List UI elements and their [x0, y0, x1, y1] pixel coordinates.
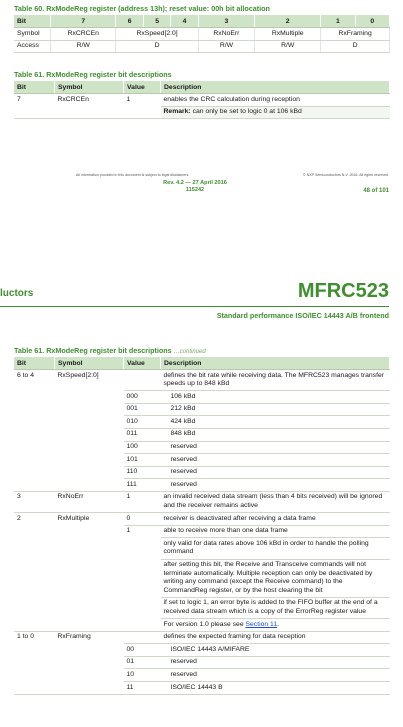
- table60-cell: 7: [51, 15, 116, 28]
- description-cell: defines the bit rate while receiving data. The MFRC523 manages transfer speeds up to 848 kBd: [161, 370, 390, 391]
- value-cell: 111: [124, 479, 161, 492]
- table61-header-row: [14, 357, 390, 370]
- table61-header-row: [14, 81, 390, 94]
- remark-text: can only be set to logic 0 at 106 kBd: [190, 108, 302, 116]
- table-row: [14, 370, 390, 391]
- table60-cell: RxCRCEn: [51, 28, 116, 41]
- value-cell: 01: [124, 656, 161, 669]
- description-cell: ISO/IEC 14443 B: [161, 682, 390, 695]
- table60-cell: 2: [255, 15, 321, 28]
- description-cell: defines the expected framing for data reception: [161, 631, 390, 644]
- section-11-link[interactable]: Section 11: [245, 620, 278, 628]
- product-subtitle: Standard performance ISO/IEC 14443 A/B frontend: [216, 311, 389, 320]
- page-header-left: luctors: [0, 288, 34, 299]
- value-cell: 00: [124, 644, 161, 657]
- table61-header-cell: Description: [161, 357, 390, 370]
- table60-cell: RxSpeed[2:0]: [116, 28, 198, 41]
- description-cell: reserved: [161, 669, 390, 682]
- table60-cell: Bit: [14, 15, 51, 28]
- table60-access-row: [14, 40, 390, 53]
- legal-disclaimer: All information provided in this document is subject to legal disclaimers.: [76, 173, 190, 177]
- bit-cell: 3: [14, 491, 55, 512]
- table60-cell: RxNoErr: [198, 28, 254, 41]
- table-row: [14, 631, 390, 644]
- value-cell: 110: [124, 466, 161, 479]
- table60-caption: Table 60. RxModeReg register (address 13h); reset value: 00h bit allocation: [14, 4, 270, 13]
- table60-cell: 6: [116, 15, 143, 28]
- version-note-end: .: [277, 620, 279, 628]
- table60-cell: D: [116, 40, 198, 53]
- description-cell: if set to logic 1, an error byte is added to the FIFO buffer at the end of a received data stream which is a copy of the ErrorReg register value: [161, 597, 390, 618]
- value-cell: [124, 631, 161, 644]
- value-cell: 0: [124, 513, 161, 526]
- table60-cell: RxMultiple: [255, 28, 321, 41]
- bit-cell: 6 to 4: [14, 370, 55, 492]
- description-cell: reserved: [161, 466, 390, 479]
- table60-cell: 1: [321, 15, 355, 28]
- table61-header-cell: Bit: [14, 357, 55, 370]
- remark-label: Remark:: [163, 108, 191, 116]
- description-cell: 106 kBd: [161, 391, 390, 404]
- value-cell: 1: [124, 94, 161, 119]
- table61-header-cell: Value: [124, 357, 161, 370]
- revision-label: Rev. 4.2 — 27 April 2016: [163, 180, 227, 186]
- value-cell: 11: [124, 682, 161, 695]
- table60-bit-row: [14, 15, 390, 28]
- table60-cell: 5: [143, 15, 170, 28]
- table61-header-cell: Bit: [14, 81, 55, 94]
- table60-cell: 4: [171, 15, 198, 28]
- description-cell: reserved: [161, 656, 390, 669]
- copyright: © NXP Semiconductors N.V. 2016. All rights reserved.: [303, 173, 389, 177]
- table-row: [14, 94, 390, 107]
- remark-cell: [161, 106, 390, 119]
- table60-cell: RxFraming: [321, 28, 390, 41]
- table60-cell: D: [321, 40, 390, 53]
- value-cell: [124, 370, 161, 391]
- table60-cell: Symbol: [14, 28, 51, 41]
- table60-symbol-row: [14, 28, 390, 41]
- bit-cell: 2: [14, 513, 55, 632]
- description-cell: receiver is deactivated after receiving a data frame: [161, 513, 390, 526]
- value-cell: 011: [124, 428, 161, 441]
- document-id: 115242: [185, 186, 205, 193]
- value-cell: 1: [124, 491, 161, 512]
- table60-cell: R/W: [198, 40, 254, 53]
- table60-cell: Access: [14, 40, 51, 53]
- description-cell: ISO/IEC 14443 A/MIFARE: [161, 644, 390, 657]
- table60-cell: R/W: [255, 40, 321, 53]
- table-row: [14, 513, 390, 526]
- product-title: MFRC523: [297, 280, 389, 302]
- description-cell: after setting this bit, the Receive and Transceive commands will not terminate automatically. Multiple reception can only be deactivated by writing any command (except the Receive command) to the CommandReg register, or by the host clearing the bit: [161, 559, 390, 597]
- table60-cell: R/W: [51, 40, 116, 53]
- description-cell: reserved: [161, 441, 390, 454]
- table60-cell: 0: [355, 15, 389, 28]
- symbol-cell: RxSpeed[2:0]: [55, 370, 124, 492]
- symbol-cell: RxFraming: [55, 631, 124, 694]
- value-cell: 001: [124, 403, 161, 416]
- header-divider: [0, 306, 389, 307]
- value-cell: 010: [124, 416, 161, 429]
- value-cell: 000: [124, 391, 161, 404]
- table60: [14, 15, 390, 53]
- description-cell: an invalid received data stream (less than 4 bits received) will be ignored and the receiver remains active: [161, 491, 390, 512]
- table61-part1: [14, 81, 390, 119]
- table61-part2: [14, 357, 390, 695]
- description-cell: enables the CRC calculation during reception: [161, 94, 390, 107]
- description-cell: able to receive more than one data frame: [161, 525, 390, 538]
- symbol-cell: RxCRCEn: [55, 94, 124, 119]
- table60-cell: 3: [198, 15, 254, 28]
- description-cell: 424 kBd: [161, 416, 390, 429]
- table61-header-cell: Symbol: [55, 357, 124, 370]
- revision-info: [120, 180, 270, 194]
- table61-header-cell: Description: [161, 81, 390, 94]
- caption-text: Table 61. RxModeReg register bit descriptions: [14, 346, 172, 355]
- value-cell: 10: [124, 669, 161, 682]
- table61-continued-caption: [14, 346, 206, 355]
- description-cell: [161, 619, 390, 632]
- description-cell: reserved: [161, 479, 390, 492]
- value-cell: 100: [124, 441, 161, 454]
- page-number: 48 of 101: [363, 188, 389, 194]
- value-cell: 101: [124, 454, 161, 467]
- bit-cell: 7: [14, 94, 55, 119]
- table61-caption: Table 61. RxModeReg register bit descriptions: [14, 70, 172, 79]
- table61-header-cell: Value: [124, 81, 161, 94]
- description-cell: only valid for data rates above 106 kBd in order to handle the polling command: [161, 538, 390, 559]
- bit-cell: 1 to 0: [14, 631, 55, 694]
- value-cell: 1: [124, 525, 161, 631]
- description-cell: reserved: [161, 454, 390, 467]
- symbol-cell: RxMultiple: [55, 513, 124, 632]
- version-note: For version 1.0 please see: [163, 620, 246, 628]
- table61-header-cell: Symbol: [55, 81, 124, 94]
- continued-label: …continued: [173, 349, 206, 355]
- description-cell: 212 kBd: [161, 403, 390, 416]
- description-cell: 848 kBd: [161, 428, 390, 441]
- symbol-cell: RxNoErr: [55, 491, 124, 512]
- table-row: [14, 491, 390, 512]
